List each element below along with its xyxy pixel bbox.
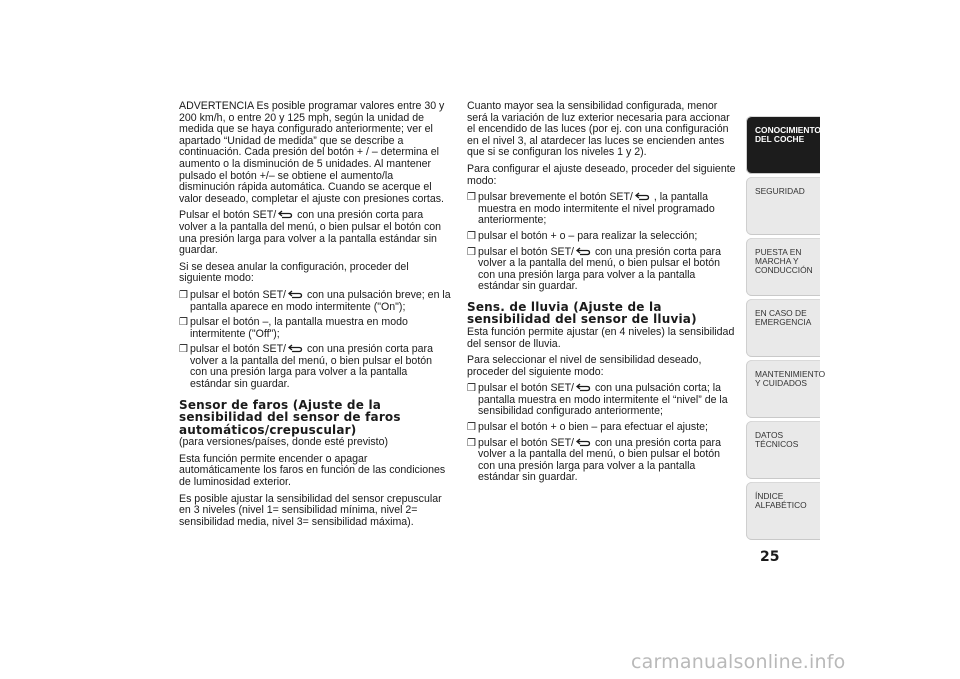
list-item: ❒ pulsar el botón + o bien – para efectuar el ajuste; — [467, 421, 708, 434]
list-item: ❒ pulsar el botón SET/ con una presión corta para volver a la pantalla del menú, o bien pulsar el botón con una presión larga para volver a la pantalla estándar sin guardar. — [467, 245, 721, 293]
watermark: carmanualsonline.info — [631, 651, 846, 673]
tab-conocimiento-del-coche[interactable] — [746, 116, 820, 174]
list-item: ❒ pulsar brevemente el botón SET/ , la pantalla muestra en modo intermitente el nivel programado anteriormente; — [467, 191, 715, 227]
bullet-box-icon: ❒ — [467, 230, 476, 242]
bullet-box-icon: ❒ — [467, 246, 476, 258]
right-column — [467, 101, 739, 488]
paragraph: Pulsar el botón SET/ con una presión corta para volver a la pantalla del menú, o bien pulsar el botón con una presión larga para volver a la pantalla estándar sin guardar. — [179, 209, 442, 257]
section-subheading: (para versiones/países, donde esté previsto) — [179, 436, 389, 449]
paragraph: Si se desea anular la configuración, proceder del siguiente modo: — [179, 260, 409, 285]
list-item: ❒ pulsar el botón SET/ con una presión corta para volver a la pantalla del menú, o bien pulsar el botón con una presión larga para volver a la pantalla estándar sin guardar. — [467, 436, 721, 484]
tab-en-caso-de-emergencia[interactable] — [746, 299, 820, 357]
bullet-box-icon: ❒ — [467, 192, 476, 204]
bullet-box-icon: ❒ — [179, 344, 188, 356]
list-item: ❒ pulsar el botón –, la pantalla muestra en modo intermitente ("Off"); — [179, 316, 408, 340]
tab-indice-alfabetico[interactable] — [746, 482, 820, 540]
page-number: 25 — [760, 549, 780, 565]
list-item: ❒ pulsar el botón SET/ con una pulsación corta; la pantalla muestra en modo intermitente el “nivel” de la sensibilidad configurado anteriormente; — [467, 382, 728, 418]
left-column — [179, 101, 451, 533]
paragraph: Esta función permite ajustar (en 4 niveles) la sensibilidad del sensor de lluvia. — [467, 325, 735, 350]
set-return-icon — [575, 383, 591, 392]
set-return-icon — [634, 192, 650, 201]
set-return-icon — [575, 438, 591, 447]
tab-seguridad[interactable] — [746, 177, 820, 235]
tab-datos-tecnicos[interactable] — [746, 421, 820, 479]
tab-label: PUESTA EN MARCHA Y CONDUCCIÓN — [755, 247, 813, 275]
bullet-box-icon: ❒ — [179, 317, 188, 329]
list-item: ❒ pulsar el botón SET/ con una presión corta para volver a la pantalla del menú, o bien pulsar el botón con una presión larga para volver a la pantalla estándar sin guardar. — [179, 343, 433, 391]
section-heading: Sens. de lluvia (Ajuste de la sensibilidad del sensor de lluvia) — [467, 299, 697, 327]
tab-label: MANTENIMIENTO Y CUIDADOS — [755, 369, 826, 388]
paragraph: Para configurar el ajuste deseado, proceder del siguiente modo: — [467, 162, 736, 187]
tab-label: EN CASO DE EMERGENCIA — [755, 308, 812, 327]
set-return-icon — [287, 290, 303, 299]
set-return-icon — [287, 344, 303, 353]
tab-label: ÍNDICE ALFABÉTICO — [755, 491, 807, 510]
set-return-icon — [575, 247, 591, 256]
list-item: ❒ pulsar el botón SET/ con una pulsación breve; en la pantalla aparece en modo intermitente ("On"); — [179, 288, 451, 313]
paragraph: Para seleccionar el nivel de sensibilidad deseado, proceder del siguiente modo: — [467, 354, 702, 378]
tab-mantenimiento[interactable] — [746, 360, 826, 418]
paragraph: Es posible ajustar la sensibilidad del sensor crepuscular en 3 niveles (nivel 1= sensibilidad mínima, nivel 2= sensibilidad media, nivel 3= sensibilidad máxima). — [179, 492, 442, 528]
paragraph: Esta función permite encender o apagar automáticamente los faros en función de las condiciones de luminosidad exterior. — [179, 452, 446, 488]
chapter-tabs — [746, 116, 826, 543]
set-return-icon — [277, 210, 293, 219]
tab-puesta-en-marcha[interactable] — [746, 238, 820, 296]
section-heading: Sensor de faros (Ajuste de la sensibilidad del sensor de faros automáticos/crepuscular) — [179, 397, 401, 437]
bullet-box-icon: ❒ — [467, 422, 476, 434]
bullet-box-icon: ❒ — [467, 383, 476, 395]
warning-paragraph: ADVERTENCIA Es posible programar valores entre 30 y 200 km/h, o entre 20 y 125 mph, según la unidad de medida que se haya configurado anteriormente; ver el apartado “Unidad de medida” que se describe a continuación. Cada presión del botón + / – determina el aumento o la disminución de 5 unidades. Al mantener pulsado el botón +/– se obtiene el aumento/la disminución rápida automática. Cuando se acerque el valor deseado, completar el ajuste con presiones cortas. — [179, 100, 445, 205]
tab-label: DATOS TÉCNICOS — [755, 430, 799, 449]
bullet-box-icon: ❒ — [467, 437, 476, 449]
tab-label: CONOCIMIENTO DEL COCHE — [755, 125, 821, 144]
tab-label: SEGURIDAD — [755, 186, 805, 196]
paragraph: Cuanto mayor sea la sensibilidad configurada, menor será la variación de luz exterior necesaria para accionar el encendido de las luces (por ej. con una configuración en el nivel 3, al atardecer las luces se encienden antes que si se configuran los niveles 1 y 2). — [467, 100, 730, 159]
list-item: ❒ pulsar el botón + o – para realizar la selección; — [467, 229, 698, 242]
bullet-box-icon: ❒ — [179, 289, 188, 301]
